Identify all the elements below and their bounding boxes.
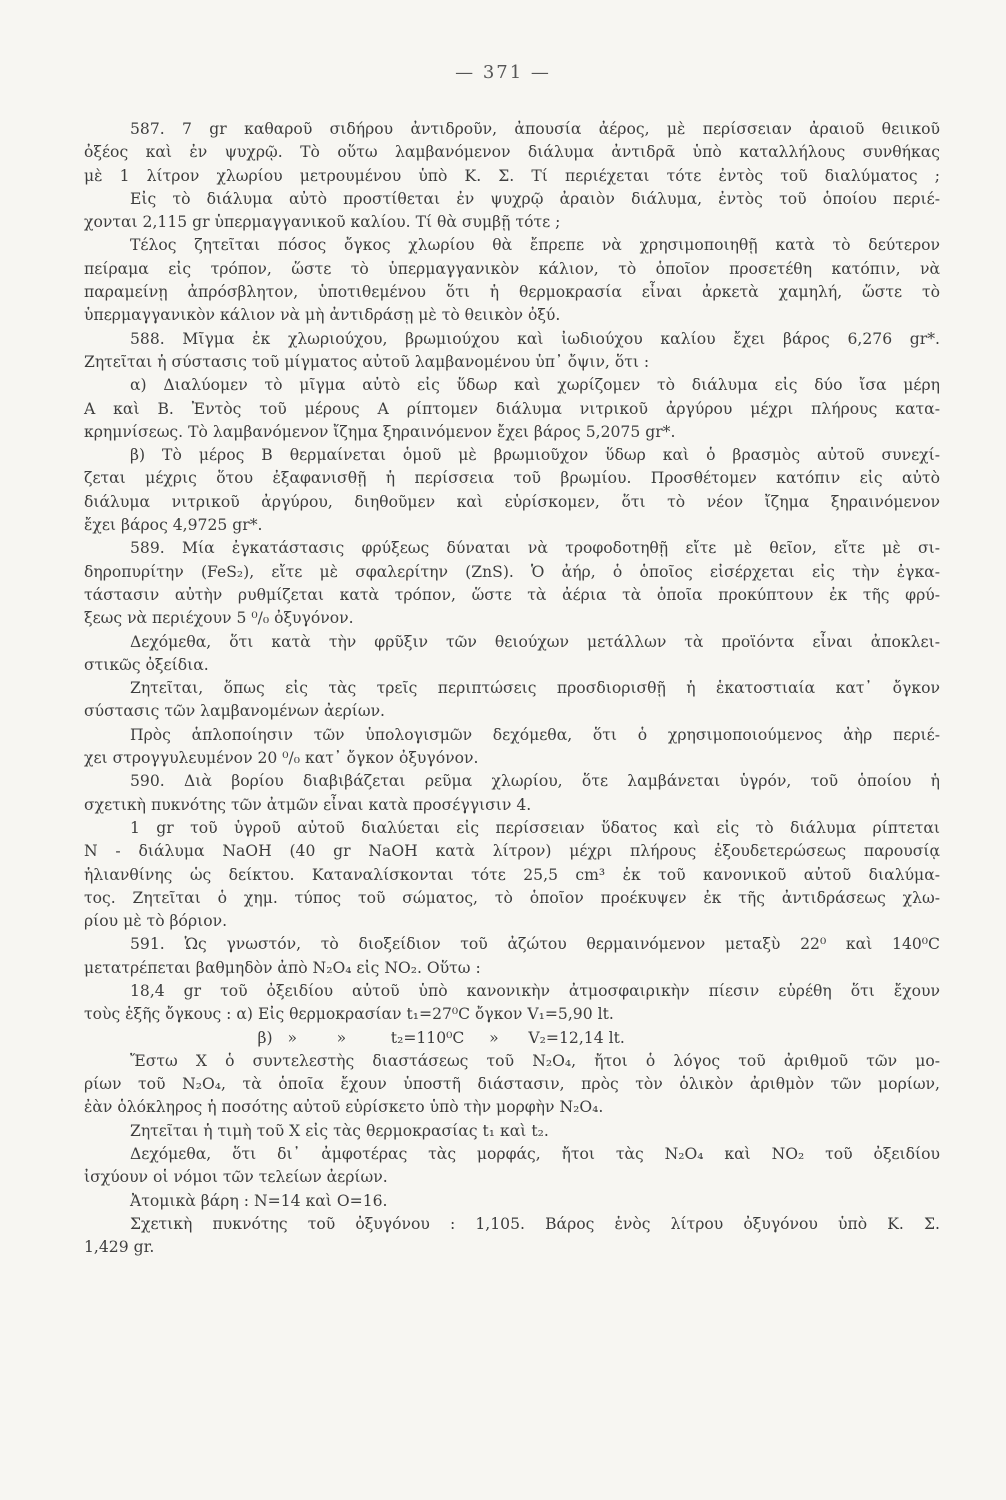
text-line: σχετικὴ πυκνότης τῶν ἀτμῶν εἶναι κατὰ προσέγγισιν 4. (84, 795, 532, 814)
text-line: ζεται μέχρις ὅτου ἐξαφανισθῇ ἡ περίσσεια τοῦ βρωμίου. Προσθέτομεν κατόπιν εἰς αὐτὸ (84, 469, 940, 488)
text-line: πείραμα εἰς τρόπον, ὥστε τὸ ὑπερμαγγανικὸν κάλιον, τὸ ὁποῖον προσετέθη κατόπιν, νὰ (84, 259, 940, 278)
text-line: Πρὸς ἁπλοποίησιν τῶν ὑπολογισμῶν δεχόμεθα, ὅτι ὁ χρησιμοποιούμενος ἀὴρ περιέ- (130, 725, 940, 744)
text-line: 591. Ὡς γνωστόν, τὸ διοξείδιον τοῦ ἀζώτου θερμαινόμενον μεταξὺ 22⁰ καὶ 140⁰C (130, 935, 940, 954)
text-line: διάλυμα νιτρικοῦ ἀργύρου, διηθοῦμεν καὶ εὑρίσκομεν, ὅτι τὸ νέον ἴζημα ξηραινόμενον (84, 492, 940, 511)
text-line: 588. Μῖγμα ἐκ χλωριούχου, βρωμιούχου καὶ ἰωδιούχου καλίου ἔχει βάρος 6,276 gr*. (130, 329, 940, 348)
text-line: ξεως νὰ περιέχουν 5 ⁰/₀ ὀξυγόνον. (84, 609, 354, 628)
text-line: Ζητεῖται, ὅπως εἰς τὰς τρεῖς περιπτώσεις προσδιορισθῇ ἡ ἑκατοστιαία κατ᾽ ὄγκον (130, 679, 940, 698)
text-line: β) Τὸ μέρος Β θερμαίνεται ὁμοῦ μὲ βρωμιοῦχον ὕδωρ καὶ ὁ βρασμὸς αὐτοῦ συνεχί- (130, 446, 940, 465)
text-line: τος. Ζητεῖται ὁ χημ. τύπος τοῦ σώματος, τὸ ὁποῖον προέκυψεν ἐκ τῆς ἀντιδράσεως χλω- (84, 888, 940, 907)
text-line: 1,429 gr. (84, 1238, 155, 1257)
text-line: χει στρογγυλευμένον 20 ⁰/₀ κατ᾽ ὄγκον ὀξυγόνον. (84, 749, 479, 768)
text-line: τάστασιν αὐτὴν ρυθμίζεται κατὰ τρόπον, ὥστε τὰ ἀέρια τὰ ὁποῖα προκύπτουν ἐκ τῆς φρύ- (84, 585, 940, 604)
text-line: σύστασις τῶν λαμβανομένων ἀερίων. (84, 702, 386, 721)
text-line: δηροπυρίτην (FeS₂), εἴτε μὲ σφαλερίτην (ZnS). Ὁ ἀήρ, ὁ ὁποῖος εἰσέρχεται εἰς τὴν ἐγκα- (84, 562, 940, 581)
text-line: Ζητεῖται ἡ σύστασις τοῦ μίγματος αὐτοῦ λαμβανομένου ὑπ᾽ ὄψιν, ὅτι : (84, 352, 650, 371)
text-line: ὀξέος καὶ ἐν ψυχρῷ. Τὸ οὕτω λαμβανόμενον διάλυμα ἀντιδρᾶ ὑπὸ καταλλήλους συνθήκας (84, 143, 940, 162)
text-line: ἡλιανθίνης ὡς δείκτου. Καταναλίσκονται τότε 25,5 cm³ ἐκ τοῦ κανονικοῦ αὐτοῦ διαλύμα- (84, 865, 940, 884)
text-line: Ζητεῖται ἡ τιμὴ τοῦ Χ εἰς τὰς θερμοκρασίας t₁ καὶ t₂. (130, 1121, 549, 1140)
text-line: μὲ 1 λίτρον χλωρίου μετρουμένου ὑπὸ Κ. Σ. Τί περιέχεται τότε ἐντὸς τοῦ διαλύματος ; (84, 166, 940, 185)
text-line: ἐὰν ὁλόκληρος ἡ ποσότης αὐτοῦ εὑρίσκετο ὑπὸ τὴν μορφὴν N₂O₄. (84, 1098, 604, 1117)
text-line: α) Διαλύομεν τὸ μῖγμα αὐτὸ εἰς ὕδωρ καὶ χωρίζομεν τὸ διάλυμα εἰς δύο ἴσα μέρη (130, 376, 940, 395)
text-line: κρημνίσεως. Τὸ λαμβανόμενον ἴζημα ξηραινόμενον ἔχει βάρος 5,2075 gr*. (84, 422, 676, 441)
text-line: 1 gr τοῦ ὑγροῦ αὐτοῦ διαλύεται εἰς περίσσειαν ὕδατος καὶ εἰς τὸ διάλυμα ρίπτεται (130, 818, 940, 837)
text-line: Ἀτομικὰ βάρη : N=14 καὶ O=16. (130, 1191, 388, 1210)
text-line: χονται 2,115 gr ὑπερμαγγανικοῦ καλίου. Τί θὰ συμβῇ τότε ; (84, 213, 561, 232)
text-line: 589. Μία ἐγκατάστασις φρύξεως δύναται νὰ τροφοδοτηθῇ εἴτε μὲ θεῖον, εἴτε μὲ σι- (130, 539, 940, 558)
text-line: ἰσχύουν οἱ νόμοι τῶν τελείων ἀερίων. (84, 1168, 388, 1187)
text-line: Εἰς τὸ διάλυμα αὐτὸ προστίθεται ἐν ψυχρῷ ἀραιὸν διάλυμα, ἐντὸς τοῦ ὁποίου περιέ- (130, 189, 940, 208)
text-line: Α καὶ Β. Ἐντὸς τοῦ μέρους Α ρίπτομεν διάλυμα νιτρικοῦ ἀργύρου μέχρι πλήρους κατα- (84, 399, 940, 418)
text-line: παραμείνῃ ἀπρόσβλητον, ὑποτιθεμένου ὅτι ἡ θερμοκρασία εἶναι ἀρκετὰ χαμηλή, ὥστε τὸ (84, 283, 940, 302)
text-line: ρίου μὲ τὸ βόριον. (84, 912, 228, 931)
text-line: N - διάλυμα NaOH (40 gr NaOH κατὰ λίτρον) μέχρι πλήρους ἐξουδετερώσεως παρουσίᾳ (84, 842, 940, 861)
page-body-text (84, 118, 940, 1260)
text-line: Δεχόμεθα, ὅτι δι᾽ ἀμφοτέρας τὰς μορφάς, ἤτοι τὰς N₂O₄ καὶ NO₂ τοῦ ὀξειδίου (130, 1145, 940, 1164)
text-line: Τέλος ζητεῖται πόσος ὄγκος χλωρίου θὰ ἔπρεπε νὰ χρησιμοποιηθῇ κατὰ τὸ δεύτερον (130, 236, 940, 255)
text-line: ὑπερμαγγανικὸν κάλιον νὰ μὴ ἀντιδράσῃ μὲ τὸ θειικὸν ὀξύ. (84, 306, 561, 325)
page-number: — 371 — (455, 62, 551, 83)
text-line: Σχετικὴ πυκνότης τοῦ ὀξυγόνου : 1,105. Βάρος ἑνὸς λίτρου ὀξυγόνου ὑπὸ Κ. Σ. (130, 1214, 940, 1233)
text-line: 590. Διὰ βορίου διαβιβάζεται ρεῦμα χλωρίου, ὅτε λαμβάνεται ὑγρόν, τοῦ ὁποίου ἡ (130, 772, 940, 791)
text-line: μετατρέπεται βαθμηδὸν ἀπὸ N₂O₄ εἰς NO₂. Οὕτω : (84, 958, 481, 977)
text-line: στικῶς ὀξείδια. (84, 655, 209, 674)
text-line: 18,4 gr τοῦ ὀξειδίου αὐτοῦ ὑπὸ κανονικὴν ἀτμοσφαιρικὴν πίεσιν εὑρέθη ὅτι ἔχουν (130, 981, 940, 1000)
text-line: β) » » t₂=110⁰C » V₂=12,14 lt. (84, 1028, 625, 1047)
text-line: τοὺς ἑξῆς ὄγκους : α) Εἰς θερμοκρασίαν t₁=27⁰C ὄγκον V₁=5,90 lt. (84, 1005, 614, 1024)
text-line: ἔχει βάρος 4,9725 gr*. (84, 516, 263, 535)
text-line: 587. 7 gr καθαροῦ σιδήρου ἀντιδροῦν, ἀπουσία ἀέρος, μὲ περίσσειαν ἀραιοῦ θειικοῦ (130, 120, 940, 138)
text-line: Δεχόμεθα, ὅτι κατὰ τὴν φρῦξιν τῶν θειούχων μετάλλων τὰ προϊόντα εἶναι ἀποκλει- (130, 632, 940, 651)
text-line: ρίων τοῦ N₂O₄, τὰ ὁποῖα ἔχουν ὑποστῆ διάστασιν, πρὸς τὸν ὁλικὸν ἀριθμὸν τῶν μορίων, (84, 1075, 940, 1094)
text-line: Ἔστω Χ ὁ συντελεστὴς διαστάσεως τοῦ N₂O₄, ἤτοι ὁ λόγος τοῦ ἀριθμοῦ τῶν μο- (130, 1051, 940, 1070)
